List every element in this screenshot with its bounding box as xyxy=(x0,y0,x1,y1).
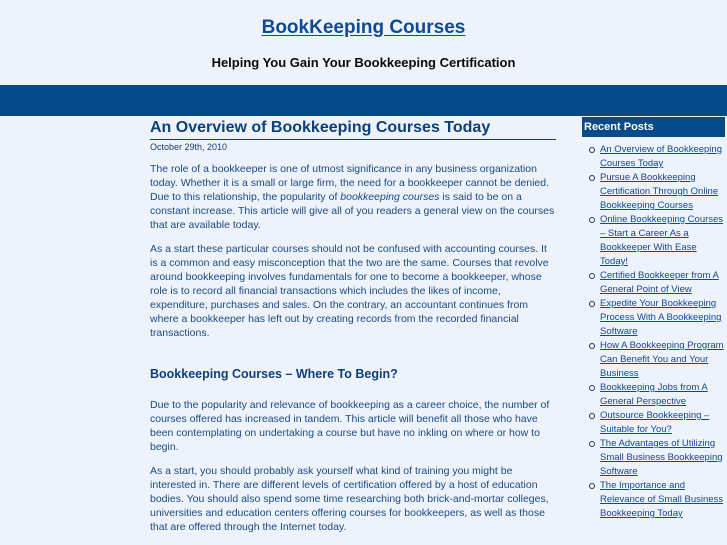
recent-post-item xyxy=(600,213,725,269)
site-tagline: Helping You Gain Your Bookkeeping Certification xyxy=(211,55,516,70)
post-paragraph-1 xyxy=(150,162,556,232)
main-content xyxy=(150,117,556,534)
recent-post-item xyxy=(600,381,725,409)
recent-post-link-9[interactable]: The Advantages of Utilizing Small Business Bookkeeping Software xyxy=(600,438,723,477)
recent-post-link-8[interactable]: Outsource Bookkeeping – Suitable for You? xyxy=(600,410,710,435)
post-title[interactable]: An Overview of Bookkeeping Courses Today xyxy=(150,117,556,140)
recent-post-item xyxy=(600,143,725,171)
recent-post-item xyxy=(600,297,725,339)
recent-post-link-7[interactable]: Bookkeeping Jobs from A General Perspective xyxy=(600,382,708,407)
recent-post-link-5[interactable]: Expedite Your Bookkeeping Process With A Bookkeeping Software xyxy=(600,298,722,337)
p1-text-start: The role of a bookkeeper is one of utmost significance in any business organization today. Whether it is a small or large firm, the need for a bookkeeper cannot be denied. Due to this relationship, the popularity of xyxy=(150,163,550,203)
post-paragraph-4: As a start, you should probably ask yourself what kind of training you might be interested in. There are different levels of certification offered by a host of education bodies. You should also spend some time researching both brick-and-mortar colleges, universities and education centers offering courses for bookkeepers, as well as those that are offered through the Internet today. xyxy=(150,465,549,533)
recent-post-link-4[interactable]: Certified Bookkeeper from A General Point of View xyxy=(600,270,719,295)
post-date: October 29th, 2010 xyxy=(150,142,228,152)
post-subheading: Bookkeeping Courses – Where To Begin? xyxy=(150,367,398,381)
site-header xyxy=(0,0,727,85)
recent-post-link-1[interactable]: An Overview of Bookkeeping Courses Today xyxy=(600,144,722,169)
recent-post-link-10[interactable]: The Importance and Relevance of Small Business Bookkeeping Today xyxy=(600,480,724,519)
sidebar-title-recent-posts: Recent Posts xyxy=(582,117,725,137)
sidebar xyxy=(582,117,725,521)
p1-text-end: is said to be on a constant increase. This article will give all of you readers a general view on the courses that are available today. xyxy=(150,191,555,231)
recent-post-item xyxy=(600,479,725,521)
recent-post-link-2[interactable]: Pursue A Bookkeeping Certification Through Online Bookkeeping Courses xyxy=(600,172,719,211)
recent-post-item xyxy=(600,409,725,437)
recent-post-item xyxy=(600,437,725,479)
p1-emphasis: bookkeeping courses xyxy=(340,191,440,203)
recent-post-item xyxy=(600,171,725,213)
site-title-link[interactable]: BookKeeping Courses xyxy=(261,17,466,38)
post-paragraph-3: Due to the popularity and relevance of bookkeeping as a career choice, the number of courses offered has increased in tandem. This article will benefit all those who have been contemplating on undertaking a course but have no inkling on where or how to begin. xyxy=(150,399,550,453)
recent-post-link-6[interactable]: How A Bookkeeping Program Can Benefit You and Your Business xyxy=(600,340,724,379)
nav-bar xyxy=(0,85,727,116)
recent-posts-list xyxy=(582,143,725,521)
recent-post-link-3[interactable]: Online Bookkeeping Courses – Start a Career As a Bookkeeper With Ease Today! xyxy=(600,214,724,267)
recent-post-item xyxy=(600,269,725,297)
post-paragraph-2: As a start these particular courses should not be confused with accounting courses. It is a common and easy misconception that the two are the same. Courses that revolve around bookkeeping involves fundamentals for one to become a bookkeeper, whose role is to record all financial transactions which includes the likes of income, expenditure, purchases and sales. On the contrary, an accountant continues from where a bookkeeper has left out by creating records from the recorded financial transactions. xyxy=(150,243,549,339)
recent-post-item xyxy=(600,339,725,381)
